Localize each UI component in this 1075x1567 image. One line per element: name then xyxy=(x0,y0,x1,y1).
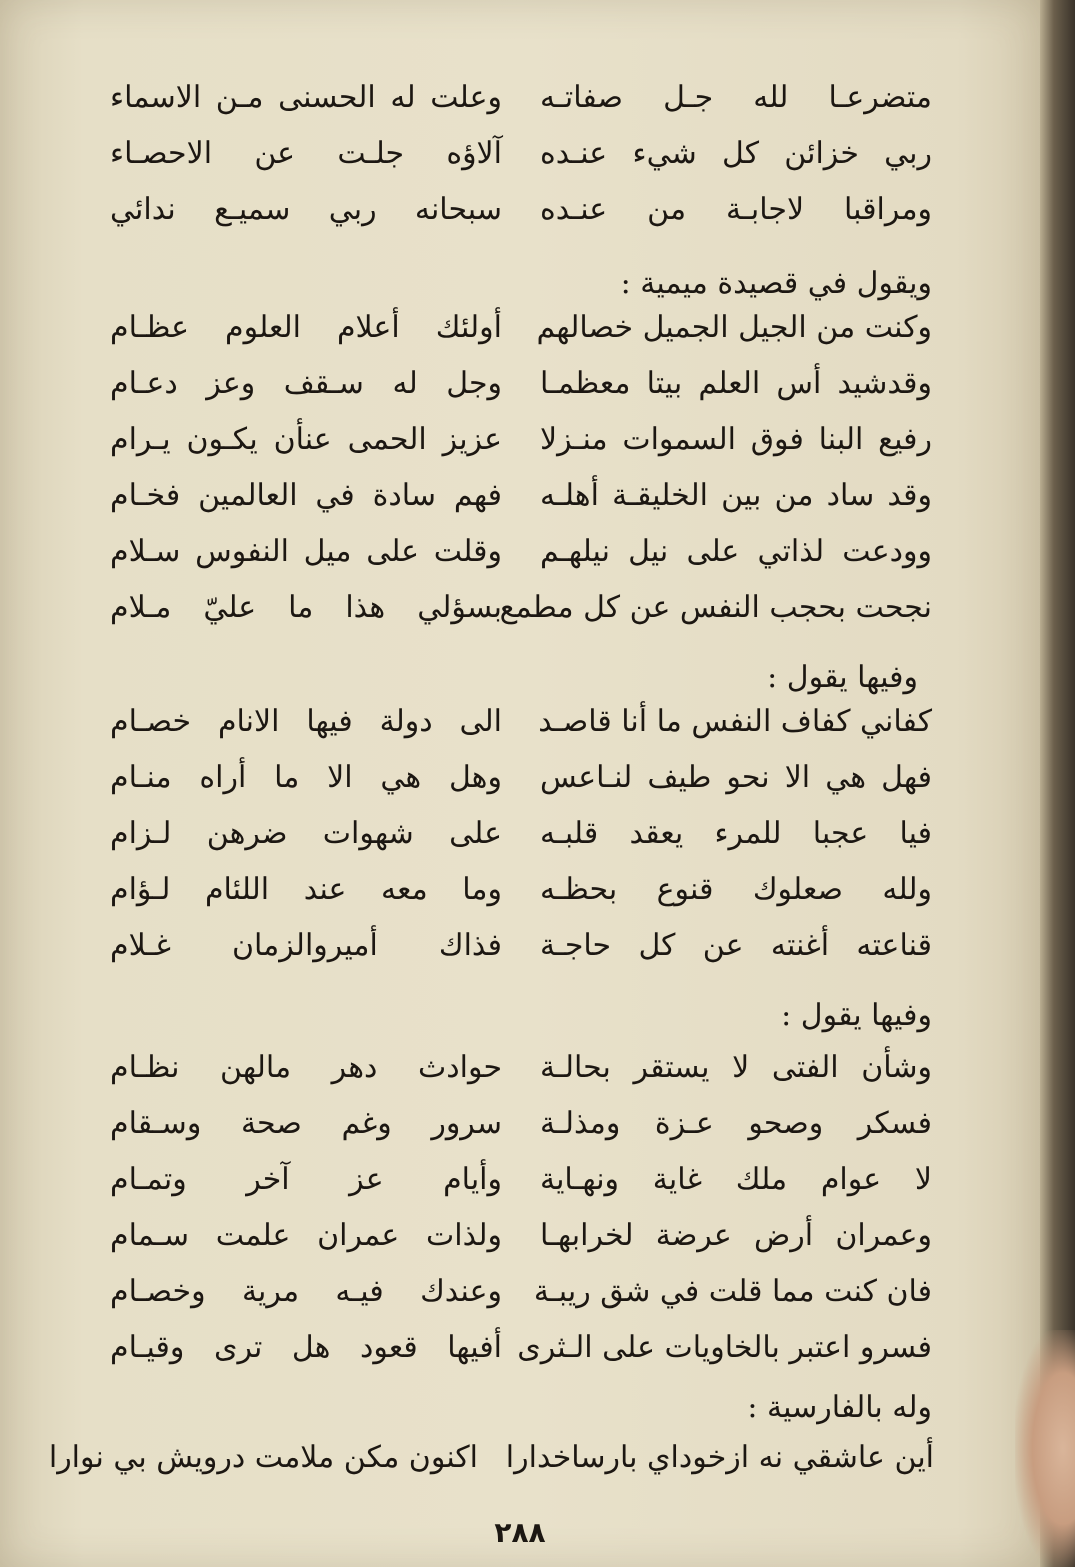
left-hemistich: حوادث دهر مالهن نظـام xyxy=(110,1050,502,1085)
verse-line xyxy=(0,1326,1040,1374)
section-heading: وله بالفارسية : xyxy=(747,1390,932,1425)
left-hemistich: وقلت على ميل النفوس سـلام xyxy=(110,534,502,569)
left-hemistich: أولئك أعلام العلوم عظـام xyxy=(110,310,502,345)
left-hemistich: بسؤلي هذا ما عليّ مـلام xyxy=(110,590,502,625)
right-hemistich: وشأن الفتى لا يستقر بحالـة xyxy=(540,1050,932,1085)
verse-line xyxy=(0,756,1040,804)
verse-line xyxy=(0,418,1040,466)
verse-line xyxy=(0,700,1040,748)
right-hemistich: رفيع البنا فوق السموات منـزلا xyxy=(540,422,932,457)
verse-line xyxy=(0,306,1040,354)
verse-line xyxy=(0,1214,1040,1262)
right-hemistich: لا عوام ملك غاية ونهـاية xyxy=(540,1162,932,1197)
right-hemistich: فيا عجبا للمرء يعقد قلبـه xyxy=(540,816,932,851)
left-hemistich: الى دولة فيها الانام خصـام xyxy=(110,704,502,739)
verse-line xyxy=(0,1158,1040,1206)
verse-line xyxy=(0,1436,1040,1484)
left-hemistich: ولذات عمران علمت سـمام xyxy=(110,1218,502,1253)
right-hemistich: متضرعـا لله جـل صفاتـه xyxy=(540,80,932,115)
verse-line xyxy=(0,76,1040,124)
right-hemistich: فسرو اعتبر بالخاويات على الـثرى xyxy=(517,1330,932,1365)
left-hemistich: اكنون مكن ملامت درويش بي نوارا xyxy=(48,1440,478,1475)
right-hemistich: وقدشيد أس العلم بيتا معظمـا xyxy=(540,366,932,401)
left-hemistich: وعندك فيـه مرية وخصـام xyxy=(110,1274,502,1309)
right-hemistich: ربي خزائن كل شيء عنـده xyxy=(540,136,932,171)
left-hemistich: عزيز الحمى عنأن يكـون يـرام xyxy=(110,422,502,457)
left-hemistich: سرور وغم صحة وسـقام xyxy=(110,1106,502,1141)
page-number: ٢٨٨ xyxy=(494,1516,546,1549)
verse-line xyxy=(0,1102,1040,1150)
verse-line xyxy=(0,868,1040,916)
left-hemistich: فهم سادة في العالمين فخـام xyxy=(110,478,502,513)
right-hemistich: فسكر وصحو عـزة ومذلـة xyxy=(540,1106,932,1141)
left-hemistich: وهل هي الا ما أراه منـام xyxy=(110,760,502,795)
section-heading: وفيها يقول : xyxy=(767,660,918,695)
verse-line xyxy=(0,924,1040,972)
right-hemistich: كفاني كفاف النفس ما أنا قاصـد xyxy=(538,704,932,739)
left-hemistich: وما معه عند اللئام لـؤام xyxy=(110,872,502,907)
right-hemistich: فهل هي الا نحو طيف لنـاعس xyxy=(540,760,932,795)
left-hemistich: سبحانه ربي سميـع ندائي xyxy=(110,192,502,227)
left-hemistich: آلاؤه جلـت عن الاحصـاء xyxy=(110,136,502,171)
right-hemistich: وودعت لذاتي على نيل نيلهـم xyxy=(540,534,932,569)
verse-line xyxy=(0,474,1040,522)
section-heading: وفيها يقول : xyxy=(781,998,932,1033)
verse-line xyxy=(0,1046,1040,1094)
left-hemistich: وعلت له الحسنى مـن الاسماء xyxy=(110,80,502,115)
verse-line xyxy=(0,132,1040,180)
verse-line xyxy=(0,586,1040,634)
right-hemistich: وقد ساد من بين الخليقـة أهلـه xyxy=(540,478,932,513)
right-hemistich: قناعته أغنته عن كل حاجـة xyxy=(540,928,932,963)
section-heading: ويقول في قصيدة ميمية : xyxy=(620,266,932,301)
verse-line xyxy=(0,812,1040,860)
left-hemistich: على شهوات ضرهن لـزام xyxy=(110,816,502,851)
right-hemistich: وعمران أرض عرضة لخرابهـا xyxy=(540,1218,932,1253)
thumb-image xyxy=(1015,1330,1075,1567)
right-hemistich: نجحت بحجب النفس عن كل مطمع xyxy=(499,590,932,625)
right-hemistich: فان كنت مما قلت في شق ريبـة xyxy=(533,1274,932,1309)
verse-line xyxy=(0,530,1040,578)
left-hemistich: أفيها قعود هل ترى وقيـام xyxy=(110,1330,502,1365)
left-hemistich: فذاك أميروالزمان غـلام xyxy=(110,928,502,963)
right-hemistich: ولله صعلوك قنوع بحظـه xyxy=(540,872,932,907)
right-hemistich: أين عاشقي نه ازخوداي بارساخدارا xyxy=(505,1440,934,1475)
verse-line xyxy=(0,188,1040,236)
verse-line xyxy=(0,362,1040,410)
left-hemistich: وأيام عز آخر وتمـام xyxy=(110,1162,502,1197)
left-hemistich: وجل له سـقف وعز دعـام xyxy=(110,366,502,401)
right-hemistich: ومراقبا لاجابـة من عنـده xyxy=(540,192,932,227)
verse-line xyxy=(0,1270,1040,1318)
right-hemistich: وكنت من الجيل الجميل خصالهم xyxy=(536,310,932,345)
